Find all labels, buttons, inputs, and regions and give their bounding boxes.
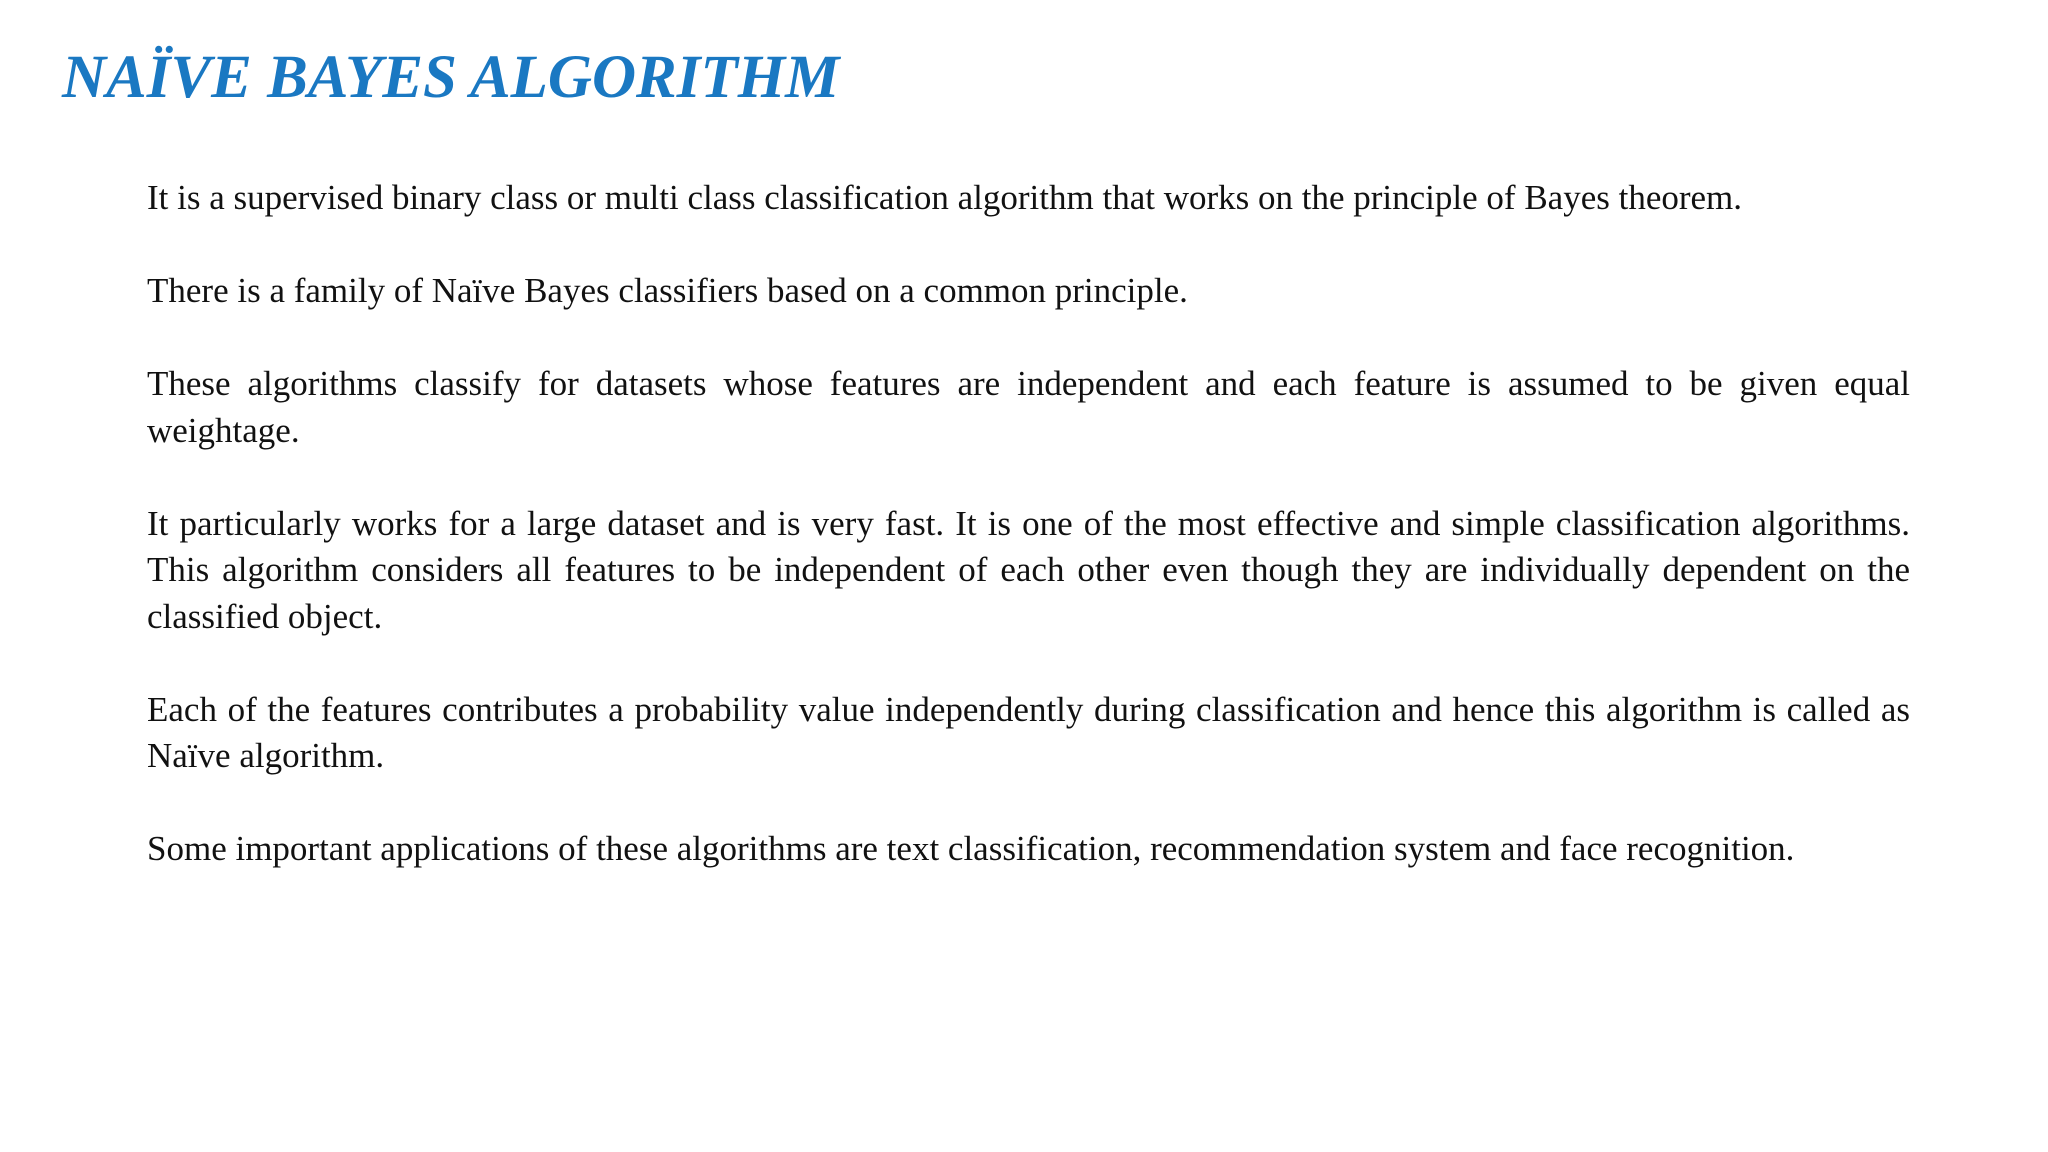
paragraph-family: There is a family of Naïve Bayes classifiers based on a common principle. [147, 271, 1188, 310]
paragraph-performance: It particularly works for a large dataset and is very fast. It is one of the most effective and simple classification algorithms. This algorithm considers all features to be independent of each other even though they are individually dependent on the classified object. [147, 503, 1910, 636]
paragraph-definition: It is a supervised binary class or multi class classification algorithm that works on the principle of Bayes theorem. [147, 178, 1743, 217]
slide-title: NAÏVE BAYES ALGORITHM [62, 44, 840, 111]
slide-body [147, 175, 1910, 873]
paragraph-independence: These algorithms classify for datasets whose features are independent and each feature is assumed to be given equal weightage. [147, 364, 1910, 450]
paragraph-naive-reason: Each of the features contributes a probability value independently during classification and hence this algorithm is called as Naïve algorithm. [147, 689, 1910, 775]
paragraph-applications: Some important applications of these algorithms are text classification, recommendation system and face recognition. [147, 829, 1795, 868]
